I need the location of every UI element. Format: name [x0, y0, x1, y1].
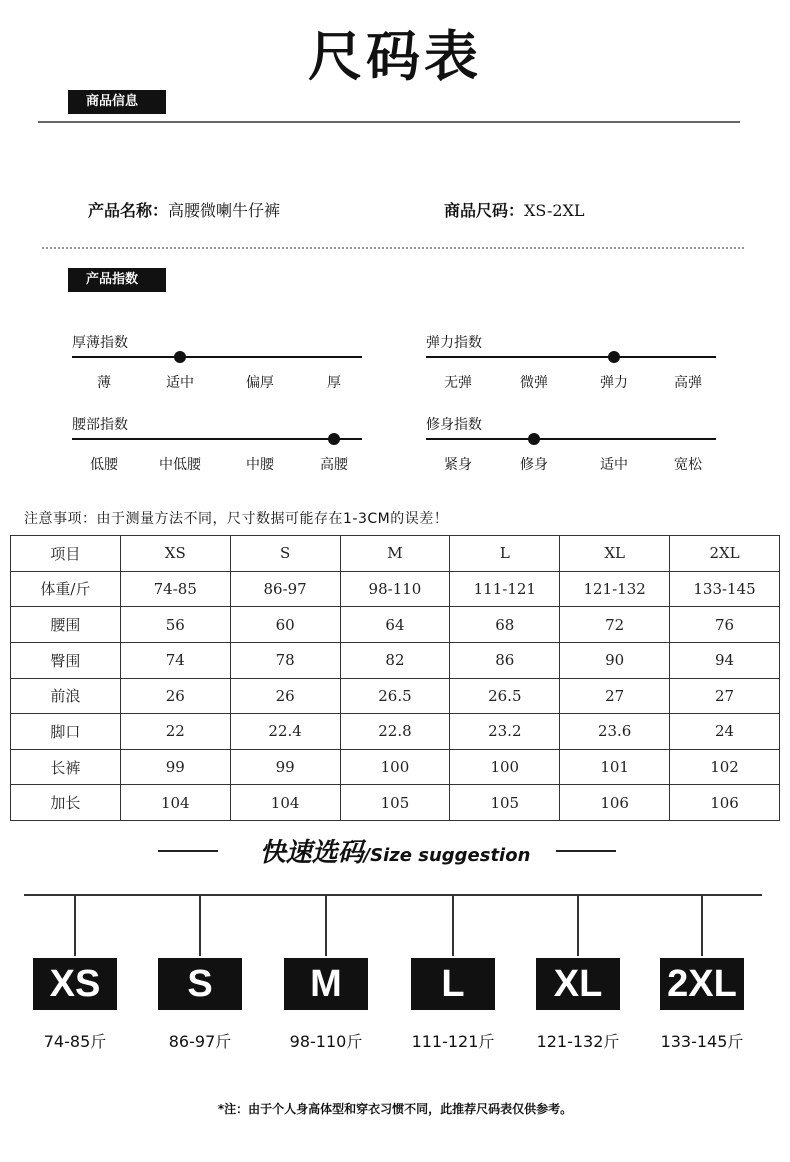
product-size-value: XS-2XL: [524, 201, 585, 220]
size-weight: 86-97斤: [168, 1032, 232, 1051]
table-cell: 臀围: [11, 642, 121, 678]
table-cell: 105: [340, 785, 450, 821]
table-row: [11, 678, 780, 714]
table-cell: 100: [340, 749, 450, 785]
suggestion-rule: [24, 894, 762, 896]
product-name: [88, 198, 280, 221]
table-cell: 100: [450, 749, 560, 785]
divider-solid: [38, 121, 740, 123]
index-option: 微弹: [520, 375, 548, 391]
index-thickness: [72, 332, 362, 392]
table-cell: 105: [450, 785, 560, 821]
divider-dotted: [42, 247, 744, 249]
size-weight: 111-121斤: [411, 1032, 495, 1051]
table-cell: 90: [560, 642, 670, 678]
table-cell: 102: [670, 749, 780, 785]
table-cell: 72: [560, 607, 670, 643]
title-line-right: [556, 850, 616, 852]
table-cell: 74-85: [120, 571, 230, 607]
table-header-cell: S: [230, 536, 340, 572]
size-box: XS: [33, 958, 117, 1010]
table-cell: 26: [120, 678, 230, 714]
table-header-cell: XS: [120, 536, 230, 572]
index-option: 中低腰: [159, 457, 201, 473]
table-header-cell: 项目: [11, 536, 121, 572]
hanger-line: [325, 896, 327, 956]
table-cell: 86: [450, 642, 560, 678]
index-option: 偏厚: [246, 375, 274, 391]
table-cell: 26.5: [340, 678, 450, 714]
table-cell: 104: [230, 785, 340, 821]
table-cell: 111-121: [450, 571, 560, 607]
table-cell: 106: [560, 785, 670, 821]
index-elasticity: [426, 332, 716, 392]
size-suggestion-title: [0, 832, 790, 869]
table-cell: 前浪: [11, 678, 121, 714]
table-cell: 腰围: [11, 607, 121, 643]
size-table: [10, 535, 780, 821]
title-line-left: [158, 850, 218, 852]
table-cell: 98-110: [340, 571, 450, 607]
table-cell: 22.8: [340, 714, 450, 750]
table-cell: 27: [560, 678, 670, 714]
table-cell: 82: [340, 642, 450, 678]
suggestion-title-en: /Size suggestion: [363, 845, 531, 866]
table-cell: 99: [120, 749, 230, 785]
table-row: [11, 714, 780, 750]
table-cell: 74: [120, 642, 230, 678]
index-title: 弹力指数: [426, 335, 482, 351]
index-option: 紧身: [444, 457, 472, 473]
section-tag-product-info: 商品信息: [68, 90, 166, 114]
index-option: 弹力: [600, 375, 628, 391]
table-header-row: [11, 536, 780, 572]
table-cell: 60: [230, 607, 340, 643]
index-title: 厚薄指数: [72, 335, 128, 351]
table-cell: 26.5: [450, 678, 560, 714]
table-cell: 22.4: [230, 714, 340, 750]
index-waist: [72, 414, 362, 474]
index-option: 适中: [166, 375, 194, 391]
table-cell: 64: [340, 607, 450, 643]
table-cell: 23.6: [560, 714, 670, 750]
size-weight: 133-145斤: [660, 1032, 744, 1051]
size-box: XL: [536, 958, 620, 1010]
table-cell: 24: [670, 714, 780, 750]
index-track: [72, 438, 362, 440]
product-size-label: 商品尺码：: [444, 201, 525, 220]
hanger-line: [577, 896, 579, 956]
index-track: [426, 356, 716, 358]
index-marker: [608, 351, 620, 363]
index-title: 修身指数: [426, 417, 482, 433]
measurement-note: 注意事项：由于测量方法不同，尺寸数据可能存在1-3CM的误差！: [24, 511, 449, 527]
table-cell: 94: [670, 642, 780, 678]
index-option: 低腰: [90, 457, 118, 473]
index-fit: [426, 414, 716, 474]
size-box: S: [158, 958, 242, 1010]
page-title: 尺码表: [308, 25, 482, 88]
table-cell: 56: [120, 607, 230, 643]
index-option: 修身: [520, 457, 548, 473]
table-cell: 长裤: [11, 749, 121, 785]
product-name-label: 产品名称：: [88, 201, 169, 220]
table-row: [11, 749, 780, 785]
table-cell: 76: [670, 607, 780, 643]
table-cell: 104: [120, 785, 230, 821]
table-row: [11, 785, 780, 821]
table-row: [11, 571, 780, 607]
table-cell: 加长: [11, 785, 121, 821]
table-cell: 26: [230, 678, 340, 714]
table-header-cell: L: [450, 536, 560, 572]
index-option: 适中: [600, 457, 628, 473]
section-tag-product-index: 产品指数: [68, 268, 166, 292]
table-cell: 78: [230, 642, 340, 678]
table-cell: 133-145: [670, 571, 780, 607]
hanger-line: [701, 896, 703, 956]
table-header-cell: M: [340, 536, 450, 572]
table-header-cell: 2XL: [670, 536, 780, 572]
table-cell: 121-132: [560, 571, 670, 607]
index-marker: [328, 433, 340, 445]
table-cell: 106: [670, 785, 780, 821]
index-marker: [174, 351, 186, 363]
size-box: L: [411, 958, 495, 1010]
index-track: [426, 438, 716, 440]
index-track: [72, 356, 362, 358]
index-marker: [528, 433, 540, 445]
index-option: 宽松: [674, 457, 702, 473]
size-box: 2XL: [660, 958, 744, 1010]
table-cell: 脚口: [11, 714, 121, 750]
size-weight: 121-132斤: [536, 1032, 620, 1051]
index-option: 无弹: [444, 375, 472, 391]
table-cell: 22: [120, 714, 230, 750]
suggestion-title-zh: 快速选码: [259, 838, 364, 868]
index-title: 腰部指数: [72, 417, 128, 433]
hanger-line: [199, 896, 201, 956]
index-option: 高腰: [320, 457, 348, 473]
table-row: [11, 607, 780, 643]
product-name-value: 高腰微喇牛仔裤: [168, 201, 281, 220]
size-weight: 74-85斤: [43, 1032, 107, 1051]
index-option: 高弹: [674, 375, 702, 391]
hanger-line: [452, 896, 454, 956]
table-cell: 101: [560, 749, 670, 785]
size-weight: 98-110斤: [289, 1032, 363, 1051]
product-size: [444, 198, 585, 221]
index-option: 中腰: [246, 457, 274, 473]
table-header-cell: XL: [560, 536, 670, 572]
footnote: *注：由于个人身高体型和穿衣习惯不同，此推荐尺码表仅供参考。: [217, 1102, 573, 1116]
index-option: 厚: [327, 375, 341, 391]
table-row: [11, 642, 780, 678]
table-cell: 86-97: [230, 571, 340, 607]
index-option: 薄: [97, 375, 111, 391]
table-cell: 99: [230, 749, 340, 785]
table-cell: 68: [450, 607, 560, 643]
table-cell: 体重/斤: [11, 571, 121, 607]
size-box: M: [284, 958, 368, 1010]
table-cell: 27: [670, 678, 780, 714]
table-cell: 23.2: [450, 714, 560, 750]
hanger-line: [74, 896, 76, 956]
